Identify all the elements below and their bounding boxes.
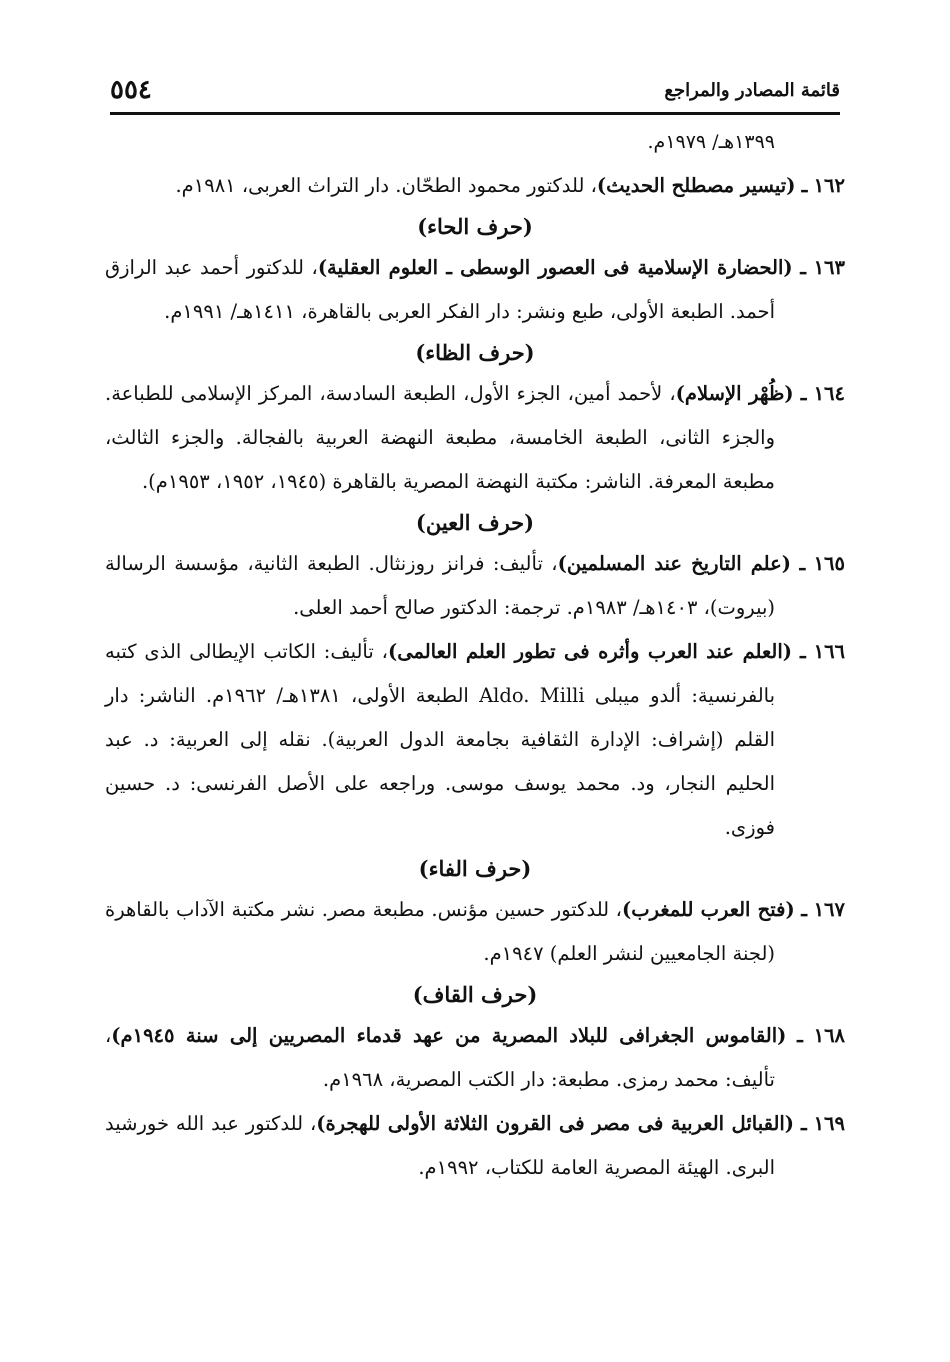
entry-dash: ـ	[797, 1024, 803, 1047]
entry-dash: ـ	[801, 174, 808, 197]
entry-dash: ـ	[799, 552, 806, 575]
entry-details: ، للدكتور أحمد عبد الرازق أحمد. الطبعة الأولى، طبع ونشر: دار الفكر العربى بالقاهرة، ١٤١١هـ/ ١٩٩١م.	[105, 256, 775, 323]
bibliography-entry-166	[105, 630, 845, 850]
entry-details: ، تأليف: فرانز روزنثال. الطبعة الثانية، مؤسسة الرسالة (بيروت)، ١٤٠٣هـ/ ١٩٨٣م. ترجمة: الدكتور صالح أحمد العلى.	[105, 552, 775, 619]
entry-details: ، للدكتور محمود الطحّان. دار التراث العربى، ١٩٨١م.	[175, 174, 597, 197]
section-heading-ain: (حرف العين)	[415, 510, 535, 535]
header-rule	[110, 112, 840, 115]
entry-dash: ـ	[800, 256, 806, 279]
entry-details: ، تأليف: الكاتب الإيطالى الذى كتبه بالفرنسية: ألدو ميبلى Aldo. Milli الطبعة الأولى، ١٣٨١هـ/ ١٩٦٢م. الناشر: دار القلم (إشراف: الإدارة الثقافية بجامعة الدول العربية). نقله إلى العربية: د. عبد الحليم النجار، ود. محمد يوسف موسى. وراجعه على الأصل الفرنسى: د. حسين فوزى.	[105, 640, 776, 839]
entry-number: ١٦٤	[813, 382, 845, 405]
bibliography-entry-164	[105, 372, 845, 504]
running-title: قائمة المصادر والمراجع	[664, 79, 840, 101]
bibliography-list	[105, 120, 845, 1190]
entry-title: (علم التاريخ عند المسلمين)	[557, 552, 792, 575]
section-heading-faa: (حرف الفاء)	[418, 856, 532, 881]
entry-dash: ـ	[800, 382, 807, 405]
continued-text: ١٣٩٩هـ/ ١٩٧٩م.	[647, 131, 775, 153]
bibliography-entry-168	[105, 1014, 845, 1102]
section-heading-haa: (حرف الحاء)	[417, 214, 533, 239]
entry-title: (ظُهْر الإسلام)	[675, 382, 794, 405]
bibliography-entry-169	[105, 1102, 845, 1190]
bibliography-entry-163	[105, 246, 845, 334]
entry-details: ، تأليف: محمد رمزى. مطبعة: دار الكتب المصرية، ١٩٦٨م.	[105, 1024, 775, 1091]
entry-details: ، للدكتور حسين مؤنس. مطبعة مصر. نشر مكتبة الآداب بالقاهرة (لجنة الجامعيين لنشر العلم) ١٩٤٧م.	[105, 898, 775, 965]
section-heading-qaf: (حرف القاف)	[412, 982, 538, 1007]
entry-title: (الحضارة الإسلامية فى العصور الوسطى ـ العلوم العقلية)	[317, 256, 793, 279]
bibliography-entry-162	[105, 164, 845, 208]
entry-title: (العلم عند العرب وأثره فى تطور العلم العالمى)	[387, 640, 792, 663]
entry-details: ، لأحمد أمين، الجزء الأول، الطبعة السادسة، المركز الإسلامى للطباعة. والجزء الثانى، الطبعة الخامسة، مطبعة النهضة العربية بالفجالة. والجزء الثالث، مطبعة المعرفة. الناشر: مكتبة النهضة المصرية بالقاهرة (١٩٤٥، ١٩٥٢، ١٩٥٣م).	[105, 382, 775, 493]
entry-number: ١٦٩	[813, 1112, 845, 1135]
entry-number: ١٦٣	[813, 256, 845, 279]
entry-title: (القبائل العربية فى مصر فى القرون الثلاثة الأولى للهجرة)	[316, 1112, 795, 1135]
page-header	[110, 70, 840, 110]
entry-title: (القاموس الجغرافى للبلاد المصرية من عهد قدماء المصريين إلى سنة ١٩٤٥م)	[111, 1024, 787, 1047]
entry-title: (فتح العرب للمغرب)	[621, 898, 795, 921]
entry-details: ، للدكتور عبد الله خورشيد البرى. الهيئة المصرية العامة للكتاب، ١٩٩٢م.	[105, 1112, 775, 1179]
bibliography-entry-165	[105, 542, 845, 630]
bibliography-entry-167	[105, 888, 845, 976]
entry-title: (تيسير مصطلح الحديث)	[596, 174, 796, 197]
section-heading-zaa: (حرف الظاء)	[415, 340, 535, 365]
entry-number: ١٦٨	[813, 1024, 846, 1047]
page-number: ٥٥٤	[110, 75, 152, 105]
entry-number: ١٦٢	[813, 174, 845, 197]
entry-dash: ـ	[800, 1112, 807, 1135]
entry-dash: ـ	[799, 640, 806, 663]
entry-dash: ـ	[801, 898, 807, 921]
entry-number: ١٦٥	[813, 552, 845, 575]
entry-number: ١٦٦	[813, 640, 846, 663]
entry-number: ١٦٧	[813, 898, 845, 921]
